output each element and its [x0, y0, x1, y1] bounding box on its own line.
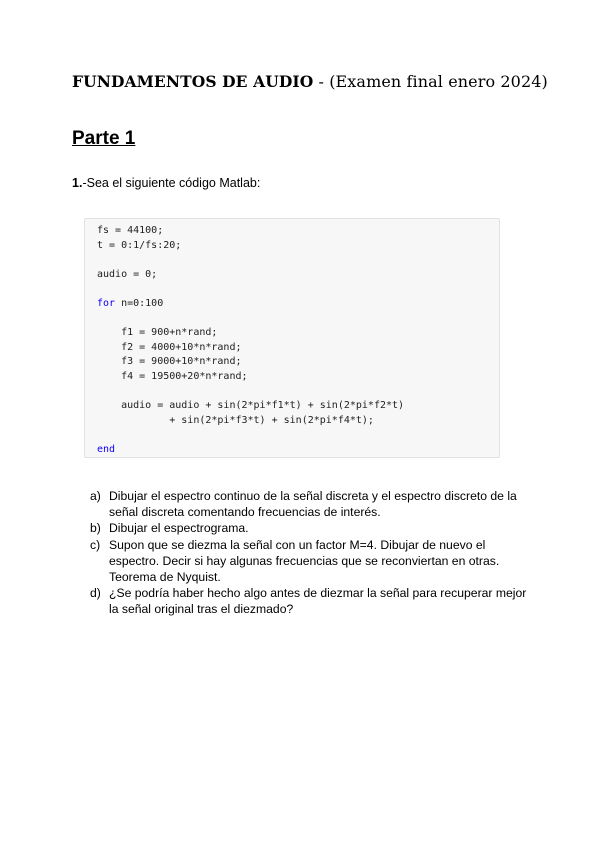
code-line	[97, 385, 499, 400]
item-marker: d)	[90, 586, 101, 601]
item-text: Supon que se diezma la señal con un factor M=4. Dibujar de nuevo el espectro. Decir si hay algunas frecuencias que se reconviertan en otras. Teorema de Nyquist.	[109, 537, 500, 585]
title-exam-info: - (Examen final enero 2024)	[313, 72, 548, 91]
question-items	[90, 488, 530, 618]
code-line	[97, 428, 499, 443]
item-marker: a)	[90, 489, 101, 503]
part-heading: Parte 1	[72, 128, 136, 149]
keyword-for: for	[97, 297, 116, 309]
code-line: fs = 44100;	[97, 225, 164, 236]
title-subject: FUNDAMENTOS DE AUDIO	[72, 72, 314, 91]
list-item	[90, 488, 530, 520]
item-text: Dibujar el espectrograma.	[109, 521, 249, 536]
code-line	[97, 282, 499, 297]
list-item	[90, 585, 530, 617]
question-1	[72, 176, 260, 190]
item-text: ¿Se podría haber hecho algo antes de diezmar la señal para recuperar mejor la señal original tras el diezmado?	[109, 586, 527, 617]
code-line: + sin(2*pi*f3*t) + sin(2*pi*f4*t);	[97, 414, 374, 426]
keyword-end: end	[97, 443, 116, 455]
code-line: audio = audio + sin(2*pi*f1*t) + sin(2*pi*f2*t)	[97, 400, 405, 412]
code-line	[97, 312, 499, 327]
code-line: f1 = 900+n*rand;	[97, 327, 218, 339]
item-marker: c)	[90, 537, 101, 552]
code-line: audio = 0;	[97, 268, 158, 280]
code-line	[97, 253, 499, 268]
question-number: 1.	[72, 176, 83, 190]
list-item	[90, 537, 530, 586]
code-line: f3 = 9000+10*n*rand;	[97, 356, 242, 368]
matlab-code-block	[84, 218, 500, 458]
item-marker: b)	[90, 521, 101, 536]
code-line-for	[97, 297, 499, 312]
document-title	[72, 72, 548, 91]
question-text: -Sea el siguiente código Matlab:	[82, 176, 261, 190]
list-item	[90, 520, 530, 536]
code-line: f4 = 19500+20*n*rand;	[97, 370, 248, 382]
item-text: Dibujar el espectro continuo de la señal discreta y el espectro discreto de la señal discreta comentando frecuencias de interés.	[109, 489, 517, 520]
code-line: t = 0:1/fs:20;	[97, 239, 182, 251]
code-line: f2 = 4000+10*n*rand;	[97, 341, 242, 353]
for-range: n=0:100	[115, 297, 164, 309]
